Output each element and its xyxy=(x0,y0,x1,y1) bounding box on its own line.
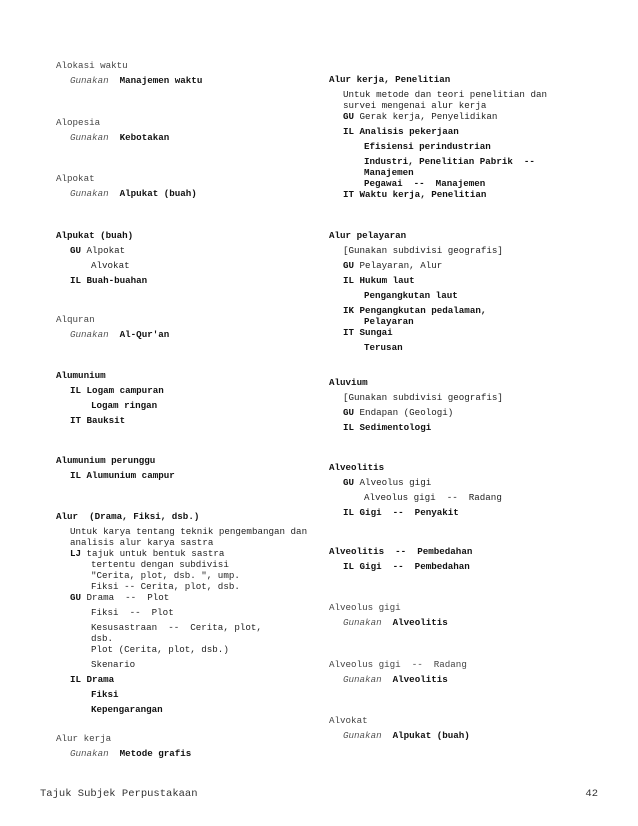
entry-text: Alpukat (buah) xyxy=(108,188,197,199)
entry-text: Alumunium campur xyxy=(81,470,175,481)
entry-text: Pegawai -- Manajemen xyxy=(364,178,486,189)
entry-line xyxy=(329,178,599,189)
entry-line xyxy=(329,407,599,418)
entry-text: Logam campuran xyxy=(81,385,164,396)
subject-entry xyxy=(56,230,318,286)
entry-text: tertentu dengan subdivisi xyxy=(91,559,229,570)
entry-line xyxy=(56,415,318,426)
entry-line xyxy=(56,704,318,715)
entry-text: survei mengenai alur kerja xyxy=(343,100,487,111)
entry-text: IL xyxy=(70,385,82,396)
subject-entry xyxy=(329,659,599,685)
entry-heading: Aluvium xyxy=(329,377,368,388)
entry-line xyxy=(56,659,318,670)
entry-text: IT xyxy=(343,189,355,200)
entry-text: IL xyxy=(70,470,82,481)
entry-heading: Alveolus gigi -- Radang xyxy=(329,659,467,670)
entry-text: Alvokat xyxy=(91,260,130,271)
entry-text: Endapan (Geologi) xyxy=(354,407,454,418)
entry-text: [Gunakan subdivisi geografis] xyxy=(343,392,503,403)
entry-text: Untuk metode dan teori penelitian dan xyxy=(343,89,547,100)
entry-heading: Alveolus gigi xyxy=(329,602,401,613)
entry-text: Pengangkutan pedalaman, xyxy=(354,305,487,316)
entry-text: IK xyxy=(343,305,355,316)
entry-heading: Alpukat (buah) xyxy=(56,230,134,241)
entry-line xyxy=(56,689,318,700)
entry-text: IL xyxy=(343,275,355,286)
entry-line xyxy=(329,100,599,111)
entry-line xyxy=(56,570,318,581)
entry-line xyxy=(56,748,318,759)
entry-line xyxy=(329,316,599,327)
entry-line xyxy=(329,167,599,178)
entry-line xyxy=(329,674,599,685)
entry-line xyxy=(56,581,318,592)
entry-line xyxy=(56,75,318,86)
see-reference-label: Gunakan xyxy=(343,730,382,741)
entry-text: dsb. xyxy=(91,633,114,644)
subject-entry xyxy=(329,715,599,741)
entry-text: LJ xyxy=(70,548,82,559)
entry-line xyxy=(329,275,599,286)
see-reference-label: Gunakan xyxy=(70,748,109,759)
subject-entry xyxy=(56,511,318,715)
entry-heading: Alveolitis xyxy=(329,462,385,473)
subject-entry xyxy=(329,377,599,433)
entry-text: Sungai xyxy=(354,327,393,338)
see-reference-label: Gunakan xyxy=(70,329,109,340)
entry-text: analisis alur karya sastra xyxy=(70,537,214,548)
subject-entry xyxy=(56,173,318,199)
entry-heading: Alur pelayaran xyxy=(329,230,407,241)
entry-text: Alveolus gigi -- Radang xyxy=(364,492,502,503)
entry-text: Gigi -- Penyakit xyxy=(354,507,459,518)
entry-line xyxy=(329,290,599,301)
entry-line xyxy=(329,730,599,741)
entry-text: Drama -- Plot xyxy=(81,592,170,603)
page-number: 42 xyxy=(585,788,598,800)
entry-text: Alveolitis xyxy=(381,674,448,685)
subject-entry xyxy=(56,733,318,759)
see-reference-label: Gunakan xyxy=(70,132,109,143)
entry-heading: Alokasi waktu xyxy=(56,60,128,71)
subject-entry xyxy=(56,455,318,481)
entry-line xyxy=(329,617,599,628)
entry-text: [Gunakan subdivisi geografis] xyxy=(343,245,503,256)
subject-entry xyxy=(56,60,318,86)
entry-heading: Alopesia xyxy=(56,117,101,128)
see-reference-label: Gunakan xyxy=(343,674,382,685)
entry-line xyxy=(329,89,599,100)
entry-text: IL xyxy=(343,507,355,518)
entry-text: Al-Qur'an xyxy=(108,329,170,340)
entry-line xyxy=(56,559,318,570)
entry-text: Skenario xyxy=(91,659,136,670)
entry-text: tajuk untuk bentuk sastra xyxy=(81,548,225,559)
entry-line xyxy=(56,622,318,633)
entry-line xyxy=(329,342,599,353)
entry-text: Bauksit xyxy=(81,415,126,426)
entry-text: Logam ringan xyxy=(91,400,158,411)
entry-line xyxy=(329,477,599,488)
entry-text: GU xyxy=(70,245,82,256)
entry-text: Alveolitis xyxy=(381,617,448,628)
entry-line xyxy=(329,260,599,271)
entry-line xyxy=(329,507,599,518)
entry-text: Plot (Cerita, plot, dsb.) xyxy=(91,644,229,655)
entry-text: IL xyxy=(70,674,82,685)
entry-text: IL xyxy=(343,561,355,572)
entry-heading: Alumunium perunggu xyxy=(56,455,156,466)
entry-text: Waktu kerja, Penelitian xyxy=(354,189,487,200)
entry-line xyxy=(329,327,599,338)
entry-text: Fiksi -- Cerita, plot, dsb. xyxy=(91,581,240,592)
entry-line xyxy=(329,305,599,316)
entry-line xyxy=(56,385,318,396)
entry-text: Manajemen waktu xyxy=(108,75,203,86)
subject-entry xyxy=(329,74,599,200)
entry-heading: Alvokat xyxy=(329,715,368,726)
entry-line xyxy=(56,188,318,199)
subject-entry xyxy=(56,117,318,143)
subject-entry xyxy=(56,370,318,426)
entry-text: Sedimentologi xyxy=(354,422,432,433)
entry-line xyxy=(56,592,318,603)
entry-text: Industri, Penelitian Pabrik -- xyxy=(364,156,535,167)
entry-line xyxy=(329,111,599,122)
entry-line xyxy=(329,156,599,167)
entry-heading: Alur kerja, Penelitian xyxy=(329,74,451,85)
entry-line xyxy=(56,526,318,537)
entry-heading: Alur (Drama, Fiksi, dsb.) xyxy=(56,511,200,522)
subject-entry xyxy=(56,314,318,340)
entry-heading: Alquran xyxy=(56,314,95,325)
entry-text: Metode grafis xyxy=(108,748,192,759)
entry-heading: Alveolitis -- Pembedahan xyxy=(329,546,473,557)
footer-title: Tajuk Subjek Perpustakaan xyxy=(40,788,198,800)
entry-text: Drama xyxy=(81,674,115,685)
see-reference-label: Gunakan xyxy=(70,75,109,86)
entry-line xyxy=(329,492,599,503)
entry-text: Terusan xyxy=(364,342,403,353)
subject-entry xyxy=(329,462,599,518)
entry-text: Kesusastraan -- Cerita, plot, xyxy=(91,622,262,633)
page-footer xyxy=(40,789,598,800)
subject-entry xyxy=(329,546,599,572)
entry-heading: Alur kerja xyxy=(56,733,112,744)
entry-text: IT xyxy=(343,327,355,338)
entry-line xyxy=(56,537,318,548)
entry-text: Buah-buahan xyxy=(81,275,148,286)
entry-line xyxy=(56,548,318,559)
entry-line xyxy=(56,275,318,286)
entry-text: Alpokat xyxy=(81,245,126,256)
see-reference-label: Gunakan xyxy=(343,617,382,628)
entry-text: Gigi -- Pembedahan xyxy=(354,561,470,572)
entry-text: IL xyxy=(343,422,355,433)
entry-line xyxy=(56,260,318,271)
entry-line xyxy=(56,400,318,411)
entry-text: Efisiensi perindustrian xyxy=(364,141,491,152)
entry-text: "Cerita, plot, dsb. ", ump. xyxy=(91,570,240,581)
entry-text: Gerak kerja, Penyelidikan xyxy=(354,111,498,122)
entry-line xyxy=(56,633,318,644)
entry-text: Untuk karya tentang teknik pengembangan dan xyxy=(70,526,308,537)
entry-text: GU xyxy=(343,111,355,122)
entry-text: Kebotakan xyxy=(108,132,170,143)
entry-text: Analisis pekerjaan xyxy=(354,126,459,137)
entry-text: GU xyxy=(70,592,82,603)
entry-text: Pelayaran, Alur xyxy=(354,260,443,271)
entry-line xyxy=(329,141,599,152)
entry-line xyxy=(56,644,318,655)
entry-heading: Alpokat xyxy=(56,173,95,184)
entry-line xyxy=(56,329,318,340)
entry-text: IT xyxy=(70,415,82,426)
entry-line xyxy=(56,674,318,685)
entry-line xyxy=(56,245,318,256)
entry-line xyxy=(329,392,599,403)
see-reference-label: Gunakan xyxy=(70,188,109,199)
subject-entry xyxy=(329,602,599,628)
entry-line xyxy=(329,422,599,433)
entry-text: Fiksi -- Plot xyxy=(91,607,174,618)
entry-line xyxy=(329,126,599,137)
entry-text: Fiksi xyxy=(91,689,119,700)
entry-text: Alpukat (buah) xyxy=(381,730,470,741)
entry-text: Hukum laut xyxy=(354,275,415,286)
entry-line xyxy=(329,561,599,572)
entry-text: Pengangkutan laut xyxy=(364,290,458,301)
entry-line xyxy=(56,607,318,618)
entry-text: Pelayaran xyxy=(364,316,414,327)
entry-line xyxy=(329,245,599,256)
entry-text: Kepengarangan xyxy=(91,704,163,715)
entry-text: IL xyxy=(343,126,355,137)
entry-text: Alveolus gigi xyxy=(354,477,432,488)
entry-text: GU xyxy=(343,477,355,488)
subject-entry xyxy=(329,230,599,353)
entry-text: GU xyxy=(343,260,355,271)
entry-line xyxy=(56,132,318,143)
entry-heading: Alumunium xyxy=(56,370,106,381)
entry-text: Manajemen xyxy=(364,167,414,178)
entry-text: GU xyxy=(343,407,355,418)
entry-line xyxy=(56,470,318,481)
entry-text: IL xyxy=(70,275,82,286)
entry-line xyxy=(329,189,599,200)
